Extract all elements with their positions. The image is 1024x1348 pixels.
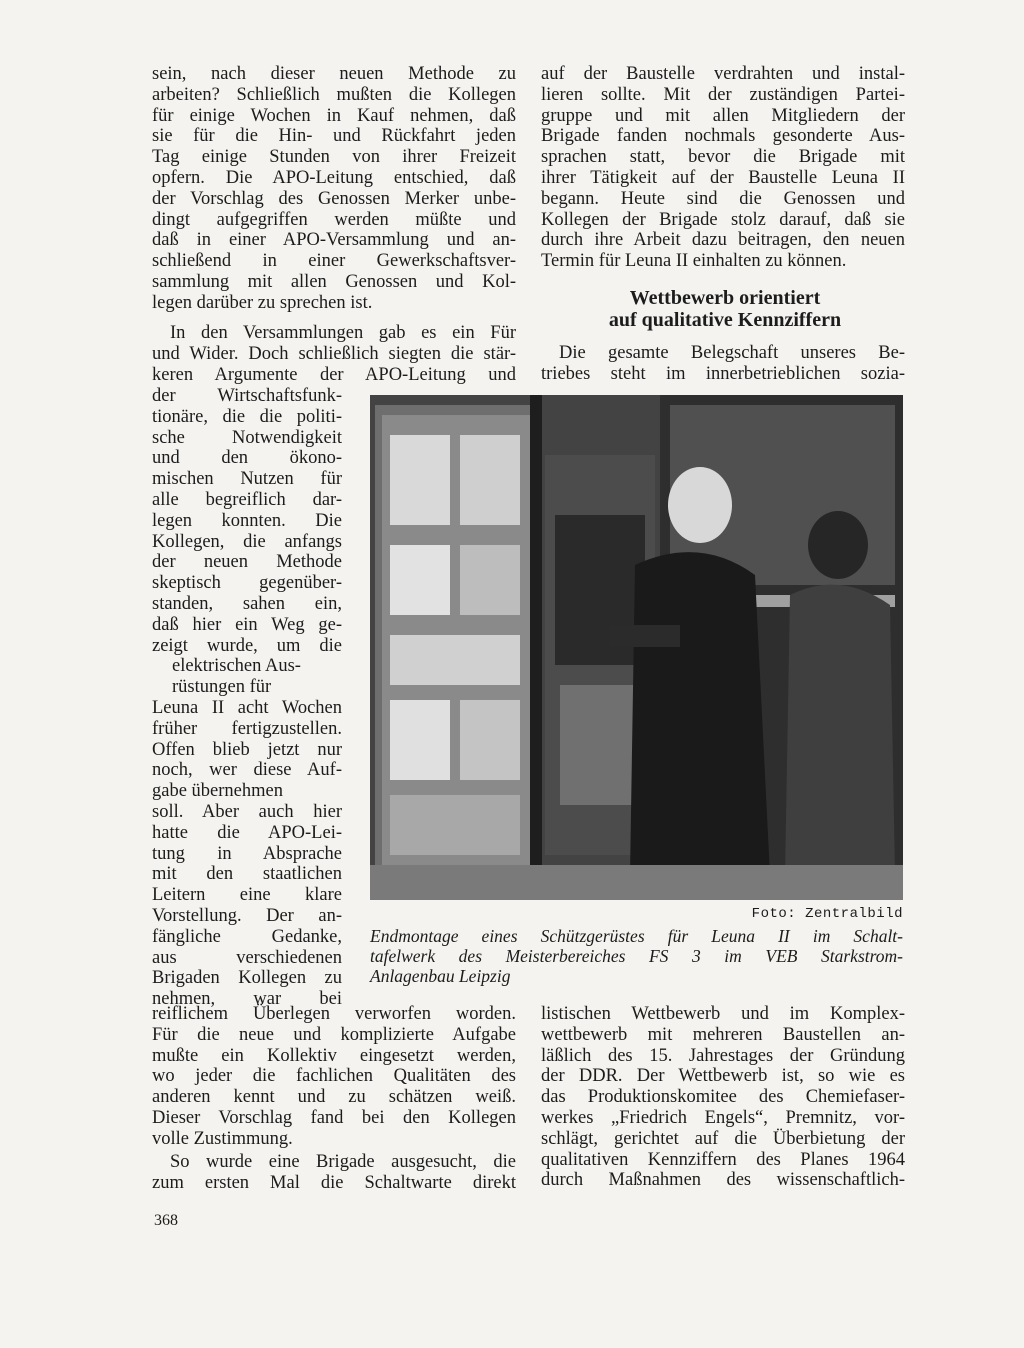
text-line: Die gesamte Belegschaft unseres Be- [559,343,905,363]
text-line: mischen Nutzen für [152,469,342,490]
text-line: Für die neue und komplizierte Aufgabe [152,1024,516,1045]
text-line: der Wirtschaftsfunk- [152,386,342,406]
workshop-photo [370,395,903,900]
text-line: aus verschiedenen [152,947,342,968]
text-line: zeigt wurde, um die [152,635,342,656]
text-line: daß hier ein Weg ge- [152,614,342,635]
text-line: sie für die Hin- und Rückfahrt jeden [152,126,516,147]
text-line: Brigaden Kollegen zu [152,968,342,989]
text-line: Leitern eine klare [152,885,342,906]
text-line: noch, wer diese Auf- [152,760,342,781]
text-line: opfern. Die APO-Leitung entschied, daß [152,168,516,188]
text-line: schließend in einer Gewerkschaftsver- [152,251,516,272]
text-line: werkes „Friedrich Engels“, Premnitz, vor- [541,1108,905,1128]
text-line: rüstungen für [172,677,272,698]
text-line: fängliche Gedanke, [152,926,342,947]
text-line: tung in Absprache [152,843,342,864]
text-line: gruppe und mit allen Mitgliedern der [541,105,905,126]
text-line: ihrer Tätigkeit auf der Baustelle Leuna II [541,168,905,188]
text-line: mit den staatlichen [152,864,342,885]
heading-line: Wettbewerb orientiert [629,287,821,309]
caption-line: Anlagenbau Leipzig [370,966,511,986]
text-line: begann. Heute sind die Genossen und [541,188,905,209]
text-line: skeptisch gegenüber- [152,573,342,594]
text-line: Leuna II acht Wochen [152,698,342,718]
caption-line: Endmontage eines Schützgerüstes für Leuna II im Schalt- [370,926,903,946]
text-line: auf der Baustelle verdrahten und instal- [541,64,905,84]
text-line: durch Maßnahmen des wissenschaftlich- [541,1170,905,1191]
text-line: dingt aufgegriffen werden müßte und [152,209,516,230]
text-line: triebes steht im innerbetrieblichen sozia- [541,363,905,384]
text-line: So wurde eine Brigade ausgesucht, die [170,1152,516,1172]
text-line: wo jeder die fachlichen Qualitäten des [152,1066,516,1087]
text-line: Vorstellung. Der an- [152,906,342,926]
text-line: anderen kennt und zu schätzen weiß. [152,1087,516,1108]
text-line: der DDR. Der Wettbewerb ist, so wie es [541,1066,905,1087]
text-line: listischen Wettbewerb und im Komplex- [541,1004,905,1024]
text-line: lieren sollte. Mit der zuständigen Partei- [541,84,905,105]
text-line: alle begreiflich dar- [152,490,342,510]
text-line: tionäre, die die politi- [152,406,342,427]
photo-credit: Foto: Zentralbild [751,906,903,922]
text-line: sche Notwendigkeit [152,427,342,448]
text-line: mußte ein Kollektiv eingesetzt werden, [152,1045,516,1066]
text-line: qualitativen Kennziffern des Planes 1964 [541,1149,905,1170]
text-line: nehmen, war bei [152,989,342,1010]
text-line: und Wider. Doch schließlich siegten die stär- [152,343,516,364]
text-line: gabe übernehmen [152,781,283,802]
text-line: volle Zustimmung. [152,1128,293,1149]
text-line: der Vorschlag des Genossen Merker unbe- [152,188,516,209]
text-line: früher fertigzustellen. [152,718,342,739]
page-number: 368 [154,1212,178,1229]
text-line: legen darüber zu sprechen ist. [152,292,373,313]
text-line: das Produktionskomitee des Chemiefaser- [541,1087,905,1108]
text-line: soll. Aber auch hier [152,802,342,822]
text-line: reiflichem Überlegen verworfen worden. [152,1004,516,1024]
text-line: schlägt, gerichtet auf die Überbietung der [541,1128,905,1149]
text-line: elektrischen Aus- [172,656,301,677]
caption-line: tafelwerk des Meisterbereiches FS 3 im VEB Starkstrom- [370,946,903,966]
text-line: der neuen Methode [152,552,342,573]
text-line: Offen blieb jetzt nur [152,739,342,760]
heading-line: auf qualitative Kennziffern [608,309,842,331]
text-line: legen konnten. Die [152,510,342,531]
text-line: Kollegen, die anfangs [152,531,342,552]
text-line: standen, sahen ein, [152,594,342,614]
photo-illustration [370,395,903,900]
text-line: sammlung mit allen Genossen und Kol- [152,272,516,292]
text-line: und den ökono- [152,448,342,469]
text-line: sein, nach dieser neuen Methode zu [152,64,516,84]
text-line: zum ersten Mal die Schaltwarte direkt [152,1172,516,1193]
text-line: für einige Wochen in Kauf nehmen, daß [152,105,516,126]
section-heading [545,287,905,331]
text-line: wettbewerb mit mehreren Baustellen an- [541,1024,905,1045]
text-line: Tag einige Stunden von ihrer Freizeit [152,147,516,168]
text-line: Dieser Vorschlag fand bei den Kollegen [152,1108,516,1128]
text-line: keren Argumente der APO-Leitung und [152,364,516,385]
text-line: Kollegen der Brigade stolz darauf, daß sie [541,209,905,230]
text-line: arbeiten? Schließlich mußten die Kollegen [152,84,516,105]
text-line: durch ihre Arbeit dazu beitragen, den neuen [541,230,905,251]
text-line: daß in einer APO-Versammlung und an- [152,230,516,251]
text-line: hatte die APO-Lei- [152,822,342,843]
text-line: sprachen statt, bevor die Brigade mit [541,147,905,168]
text-line: Brigade fanden nochmals gesonderte Aus- [541,126,905,147]
text-line: läßlich des 15. Jahrestages der Gründung [541,1045,905,1066]
text-line: Termin für Leuna II einhalten zu können. [541,251,847,272]
text-line: In den Versammlungen gab es ein Für [170,323,516,343]
